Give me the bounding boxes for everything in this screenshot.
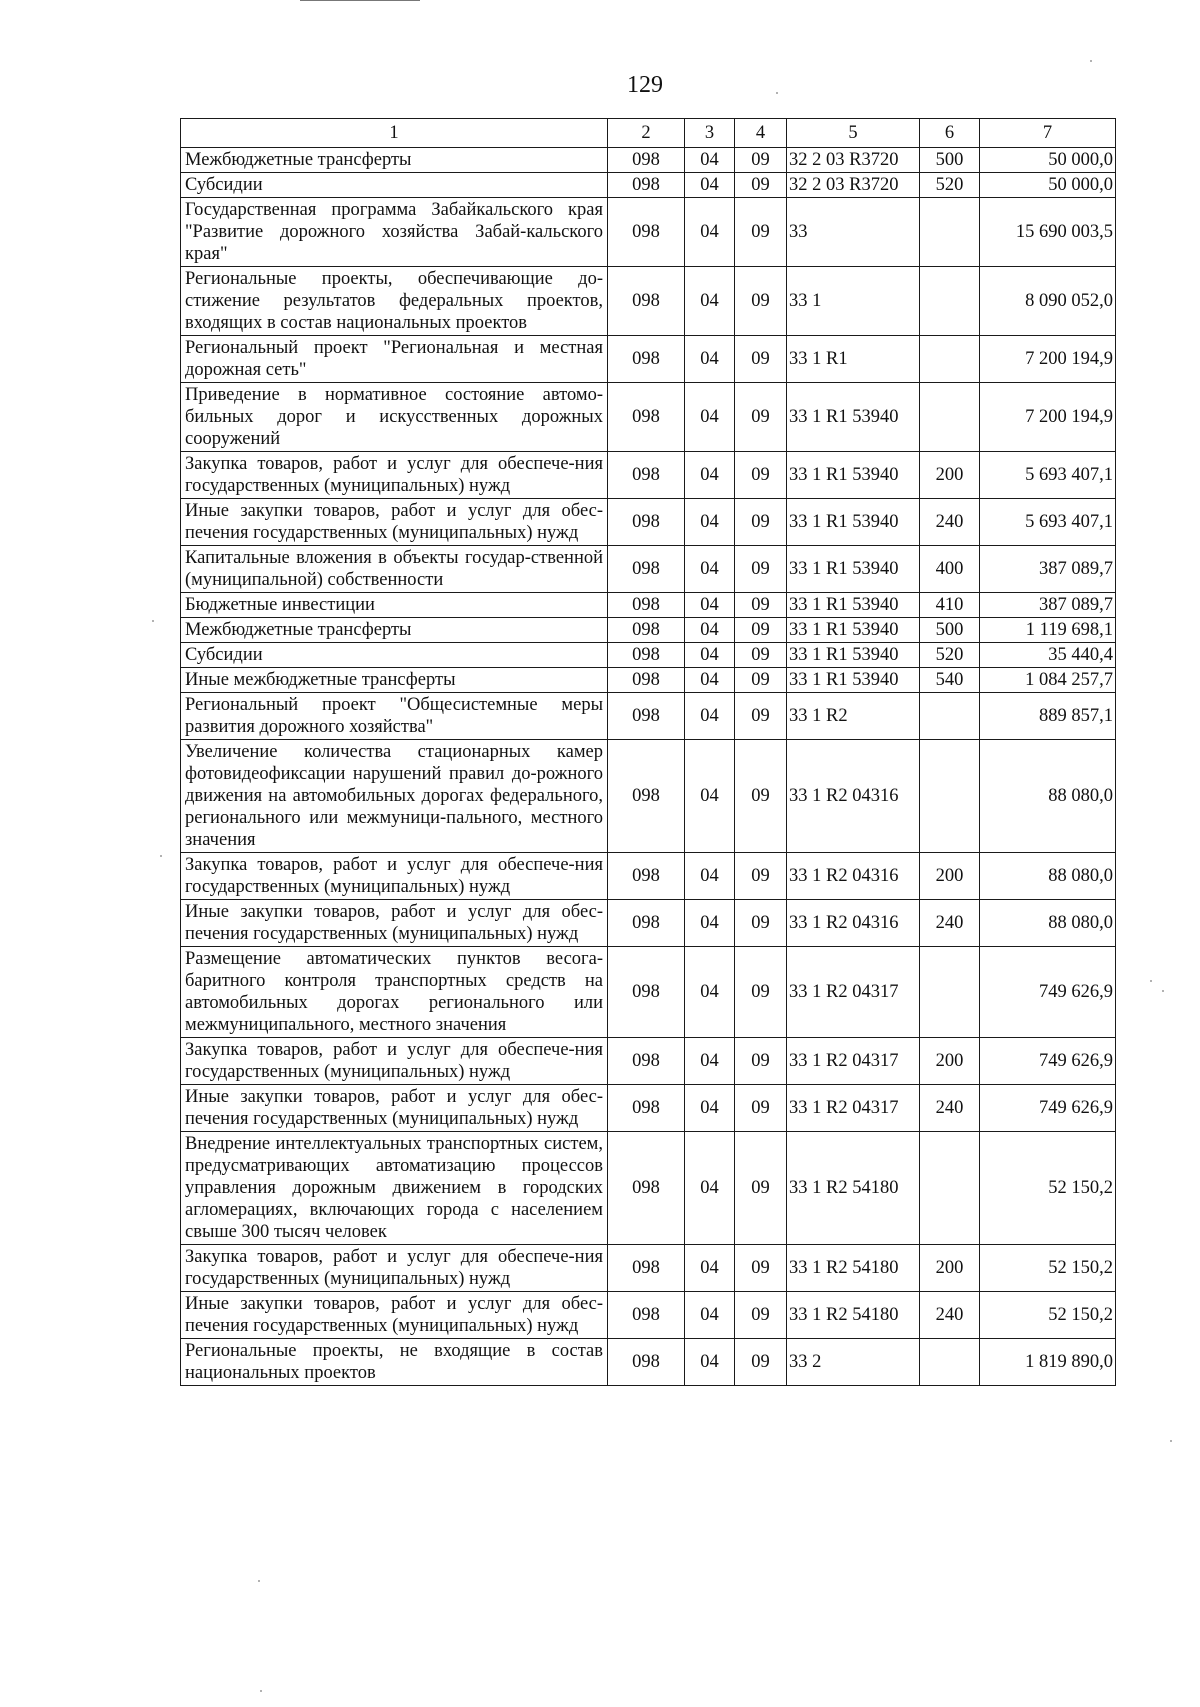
section-cell: 04 xyxy=(685,546,735,593)
target-article-cell: 33 1 R2 54180 xyxy=(787,1132,920,1245)
subsection-cell: 09 xyxy=(735,853,787,900)
subsection-cell: 09 xyxy=(735,1339,787,1386)
section-cell: 04 xyxy=(685,336,735,383)
target-article-cell: 33 1 R1 53940 xyxy=(787,668,920,693)
ministry-code-cell: 098 xyxy=(608,546,685,593)
target-article-cell: 33 1 R1 53940 xyxy=(787,643,920,668)
target-article-cell: 33 1 R1 53940 xyxy=(787,383,920,452)
target-article-cell: 33 1 R1 53940 xyxy=(787,452,920,499)
table-row xyxy=(181,1339,1116,1386)
ministry-code-cell: 098 xyxy=(608,618,685,643)
subsection-cell: 09 xyxy=(735,947,787,1038)
subsection-cell: 09 xyxy=(735,693,787,740)
item-name-cell: Субсидии xyxy=(181,173,608,198)
subsection-cell: 09 xyxy=(735,173,787,198)
ministry-code-cell: 098 xyxy=(608,173,685,198)
header-cell: 6 xyxy=(920,119,980,148)
scan-speck xyxy=(160,855,162,857)
amount-cell: 8 090 052,0 xyxy=(980,267,1116,336)
expense-type-cell: 520 xyxy=(920,643,980,668)
scan-speck xyxy=(1150,980,1152,982)
expense-type-cell: 200 xyxy=(920,853,980,900)
item-name-cell: Иные закупки товаров, работ и услуг для обес-печения государственных (муниципальных) нужд xyxy=(181,900,608,947)
table-row xyxy=(181,668,1116,693)
expense-type-cell: 200 xyxy=(920,1245,980,1292)
expense-type-cell xyxy=(920,383,980,452)
table-row xyxy=(181,1292,1116,1339)
section-cell: 04 xyxy=(685,383,735,452)
section-cell: 04 xyxy=(685,593,735,618)
ministry-code-cell: 098 xyxy=(608,499,685,546)
scan-speck xyxy=(260,1690,262,1692)
header-cell: 2 xyxy=(608,119,685,148)
ministry-code-cell: 098 xyxy=(608,1085,685,1132)
subsection-cell: 09 xyxy=(735,1038,787,1085)
ministry-code-cell: 098 xyxy=(608,947,685,1038)
table-row xyxy=(181,1245,1116,1292)
table-row xyxy=(181,618,1116,643)
section-cell: 04 xyxy=(685,1245,735,1292)
header-cell: 7 xyxy=(980,119,1116,148)
amount-cell: 1 819 890,0 xyxy=(980,1339,1116,1386)
amount-cell: 88 080,0 xyxy=(980,900,1116,947)
scan-speck xyxy=(1170,1440,1172,1442)
amount-cell: 50 000,0 xyxy=(980,148,1116,173)
target-article-cell: 33 1 R2 04317 xyxy=(787,947,920,1038)
ministry-code-cell: 098 xyxy=(608,900,685,947)
expense-type-cell xyxy=(920,198,980,267)
ministry-code-cell: 098 xyxy=(608,1132,685,1245)
target-article-cell: 33 1 R1 53940 xyxy=(787,499,920,546)
section-cell: 04 xyxy=(685,853,735,900)
expense-type-cell xyxy=(920,1339,980,1386)
expense-type-cell: 200 xyxy=(920,1038,980,1085)
table-row xyxy=(181,740,1116,853)
target-article-cell: 33 1 R1 53940 xyxy=(787,593,920,618)
target-article-cell: 33 xyxy=(787,198,920,267)
header-row xyxy=(181,119,1116,148)
amount-cell: 1 119 698,1 xyxy=(980,618,1116,643)
expense-type-cell: 240 xyxy=(920,499,980,546)
item-name-cell: Размещение автоматических пунктов весога-баритного контроля транспортных средств на автомобильных дорогах регионального или межмуниципального, местного значения xyxy=(181,947,608,1038)
item-name-cell: Увеличение количества стационарных камер фотовидеофиксации нарушений правил до-рожного движения на автомобильных дорогах федерального, регионального или межмуници-пального, местного значения xyxy=(181,740,608,853)
section-cell: 04 xyxy=(685,1339,735,1386)
amount-cell: 749 626,9 xyxy=(980,1085,1116,1132)
expense-type-cell: 500 xyxy=(920,618,980,643)
subsection-cell: 09 xyxy=(735,1292,787,1339)
section-cell: 04 xyxy=(685,173,735,198)
expense-type-cell: 240 xyxy=(920,1085,980,1132)
expense-type-cell: 240 xyxy=(920,900,980,947)
section-cell: 04 xyxy=(685,267,735,336)
section-cell: 04 xyxy=(685,1292,735,1339)
table-row xyxy=(181,1038,1116,1085)
amount-cell: 35 440,4 xyxy=(980,643,1116,668)
table-row xyxy=(181,173,1116,198)
target-article-cell: 32 2 03 R3720 xyxy=(787,148,920,173)
subsection-cell: 09 xyxy=(735,452,787,499)
section-cell: 04 xyxy=(685,1132,735,1245)
item-name-cell: Региональные проекты, обеспечивающие до-стижение результатов федеральных проектов, входящих в состав национальных проектов xyxy=(181,267,608,336)
target-article-cell: 33 1 R2 04317 xyxy=(787,1085,920,1132)
section-cell: 04 xyxy=(685,499,735,546)
ministry-code-cell: 098 xyxy=(608,267,685,336)
ministry-code-cell: 098 xyxy=(608,643,685,668)
table-row xyxy=(181,853,1116,900)
target-article-cell: 32 2 03 R3720 xyxy=(787,173,920,198)
target-article-cell: 33 1 R2 04316 xyxy=(787,740,920,853)
item-name-cell: Субсидии xyxy=(181,643,608,668)
expense-type-cell: 400 xyxy=(920,546,980,593)
amount-cell: 52 150,2 xyxy=(980,1245,1116,1292)
item-name-cell: Региональный проект "Региональная и местная дорожная сеть" xyxy=(181,336,608,383)
amount-cell: 7 200 194,9 xyxy=(980,383,1116,452)
amount-cell: 749 626,9 xyxy=(980,1038,1116,1085)
header-cell: 3 xyxy=(685,119,735,148)
ministry-code-cell: 098 xyxy=(608,853,685,900)
ministry-code-cell: 098 xyxy=(608,668,685,693)
subsection-cell: 09 xyxy=(735,900,787,947)
table-row xyxy=(181,1085,1116,1132)
expense-type-cell: 540 xyxy=(920,668,980,693)
amount-cell: 889 857,1 xyxy=(980,693,1116,740)
table-row xyxy=(181,643,1116,668)
section-cell: 04 xyxy=(685,618,735,643)
section-cell: 04 xyxy=(685,693,735,740)
item-name-cell: Закупка товаров, работ и услуг для обеспече-ния государственных (муниципальных) нужд xyxy=(181,853,608,900)
subsection-cell: 09 xyxy=(735,1132,787,1245)
expense-type-cell xyxy=(920,693,980,740)
target-article-cell: 33 1 R2 04317 xyxy=(787,1038,920,1085)
amount-cell: 50 000,0 xyxy=(980,173,1116,198)
table-row xyxy=(181,900,1116,947)
amount-cell: 15 690 003,5 xyxy=(980,198,1116,267)
table-row xyxy=(181,267,1116,336)
scan-speck xyxy=(776,92,778,94)
target-article-cell: 33 1 R2 54180 xyxy=(787,1292,920,1339)
scan-speck xyxy=(258,1580,260,1582)
subsection-cell: 09 xyxy=(735,668,787,693)
ministry-code-cell: 098 xyxy=(608,383,685,452)
subsection-cell: 09 xyxy=(735,267,787,336)
section-cell: 04 xyxy=(685,668,735,693)
subsection-cell: 09 xyxy=(735,546,787,593)
table-row xyxy=(181,148,1116,173)
expense-type-cell xyxy=(920,336,980,383)
subsection-cell: 09 xyxy=(735,1085,787,1132)
item-name-cell: Государственная программа Забайкальского края "Развитие дорожного хозяйства Забай-кальского края" xyxy=(181,198,608,267)
target-article-cell: 33 1 R2 04316 xyxy=(787,900,920,947)
item-name-cell: Бюджетные инвестиции xyxy=(181,593,608,618)
item-name-cell: Межбюджетные трансферты xyxy=(181,618,608,643)
subsection-cell: 09 xyxy=(735,148,787,173)
section-cell: 04 xyxy=(685,947,735,1038)
expense-type-cell xyxy=(920,1132,980,1245)
section-cell: 04 xyxy=(685,1085,735,1132)
item-name-cell: Иные межбюджетные трансферты xyxy=(181,668,608,693)
subsection-cell: 09 xyxy=(735,618,787,643)
target-article-cell: 33 2 xyxy=(787,1339,920,1386)
target-article-cell: 33 1 R1 53940 xyxy=(787,546,920,593)
table-row xyxy=(181,499,1116,546)
section-cell: 04 xyxy=(685,643,735,668)
section-cell: 04 xyxy=(685,900,735,947)
subsection-cell: 09 xyxy=(735,593,787,618)
subsection-cell: 09 xyxy=(735,643,787,668)
section-cell: 04 xyxy=(685,198,735,267)
scan-speck xyxy=(152,620,154,622)
item-name-cell: Межбюджетные трансферты xyxy=(181,148,608,173)
subsection-cell: 09 xyxy=(735,499,787,546)
section-cell: 04 xyxy=(685,740,735,853)
table-row xyxy=(181,546,1116,593)
ministry-code-cell: 098 xyxy=(608,452,685,499)
expense-type-cell: 240 xyxy=(920,1292,980,1339)
item-name-cell: Закупка товаров, работ и услуг для обеспече-ния государственных (муниципальных) нужд xyxy=(181,452,608,499)
target-article-cell: 33 1 R1 xyxy=(787,336,920,383)
section-cell: 04 xyxy=(685,148,735,173)
expense-type-cell: 200 xyxy=(920,452,980,499)
table-row xyxy=(181,336,1116,383)
ministry-code-cell: 098 xyxy=(608,148,685,173)
target-article-cell: 33 1 R2 54180 xyxy=(787,1245,920,1292)
subsection-cell: 09 xyxy=(735,740,787,853)
table-row xyxy=(181,1132,1116,1245)
subsection-cell: 09 xyxy=(735,336,787,383)
ministry-code-cell: 098 xyxy=(608,1292,685,1339)
target-article-cell: 33 1 R2 04316 xyxy=(787,853,920,900)
scan-top-rule xyxy=(300,0,420,1)
amount-cell: 52 150,2 xyxy=(980,1292,1116,1339)
budget-table xyxy=(180,118,1116,1386)
header-cell: 1 xyxy=(181,119,608,148)
target-article-cell: 33 1 R2 xyxy=(787,693,920,740)
amount-cell: 387 089,7 xyxy=(980,593,1116,618)
item-name-cell: Иные закупки товаров, работ и услуг для обес-печения государственных (муниципальных) нужд xyxy=(181,499,608,546)
expense-type-cell xyxy=(920,740,980,853)
section-cell: 04 xyxy=(685,1038,735,1085)
expense-type-cell: 410 xyxy=(920,593,980,618)
amount-cell: 7 200 194,9 xyxy=(980,336,1116,383)
table-row xyxy=(181,693,1116,740)
item-name-cell: Региональные проекты, не входящие в состав национальных проектов xyxy=(181,1339,608,1386)
amount-cell: 1 084 257,7 xyxy=(980,668,1116,693)
amount-cell: 52 150,2 xyxy=(980,1132,1116,1245)
ministry-code-cell: 098 xyxy=(608,336,685,383)
ministry-code-cell: 098 xyxy=(608,593,685,618)
item-name-cell: Закупка товаров, работ и услуг для обеспече-ния государственных (муниципальных) нужд xyxy=(181,1038,608,1085)
item-name-cell: Иные закупки товаров, работ и услуг для обес-печения государственных (муниципальных) нужд xyxy=(181,1085,608,1132)
amount-cell: 5 693 407,1 xyxy=(980,499,1116,546)
item-name-cell: Приведение в нормативное состояние автомо-бильных дорог и искусственных дорожных сооружений xyxy=(181,383,608,452)
item-name-cell: Региональный проект "Общесистемные меры развития дорожного хозяйства" xyxy=(181,693,608,740)
amount-cell: 5 693 407,1 xyxy=(980,452,1116,499)
expense-type-cell: 500 xyxy=(920,148,980,173)
amount-cell: 387 089,7 xyxy=(980,546,1116,593)
table-row xyxy=(181,947,1116,1038)
expense-type-cell xyxy=(920,947,980,1038)
item-name-cell: Иные закупки товаров, работ и услуг для обес-печения государственных (муниципальных) нужд xyxy=(181,1292,608,1339)
table-body xyxy=(181,148,1116,1386)
expense-type-cell: 520 xyxy=(920,173,980,198)
table-row xyxy=(181,198,1116,267)
target-article-cell: 33 1 xyxy=(787,267,920,336)
subsection-cell: 09 xyxy=(735,198,787,267)
item-name-cell: Внедрение интеллектуальных транспортных систем, предусматривающих автоматизацию процессов управления дорожным движением в городских агломерациях, включающих города с населением свыше 300 тысяч человек xyxy=(181,1132,608,1245)
section-cell: 04 xyxy=(685,452,735,499)
item-name-cell: Закупка товаров, работ и услуг для обеспече-ния государственных (муниципальных) нужд xyxy=(181,1245,608,1292)
amount-cell: 88 080,0 xyxy=(980,853,1116,900)
expense-type-cell xyxy=(920,267,980,336)
amount-cell: 88 080,0 xyxy=(980,740,1116,853)
ministry-code-cell: 098 xyxy=(608,198,685,267)
amount-cell: 749 626,9 xyxy=(980,947,1116,1038)
table-row xyxy=(181,593,1116,618)
table-row xyxy=(181,383,1116,452)
ministry-code-cell: 098 xyxy=(608,693,685,740)
header-cell: 4 xyxy=(735,119,787,148)
item-name-cell: Капитальные вложения в объекты государ-ственной (муниципальной) собственности xyxy=(181,546,608,593)
subsection-cell: 09 xyxy=(735,383,787,452)
subsection-cell: 09 xyxy=(735,1245,787,1292)
ministry-code-cell: 098 xyxy=(608,1038,685,1085)
target-article-cell: 33 1 R1 53940 xyxy=(787,618,920,643)
ministry-code-cell: 098 xyxy=(608,1245,685,1292)
scan-speck xyxy=(1162,990,1164,992)
page-number: 129 xyxy=(627,72,663,98)
ministry-code-cell: 098 xyxy=(608,740,685,853)
ministry-code-cell: 098 xyxy=(608,1339,685,1386)
scan-speck xyxy=(1090,60,1092,62)
table-row xyxy=(181,452,1116,499)
header-cell: 5 xyxy=(787,119,920,148)
